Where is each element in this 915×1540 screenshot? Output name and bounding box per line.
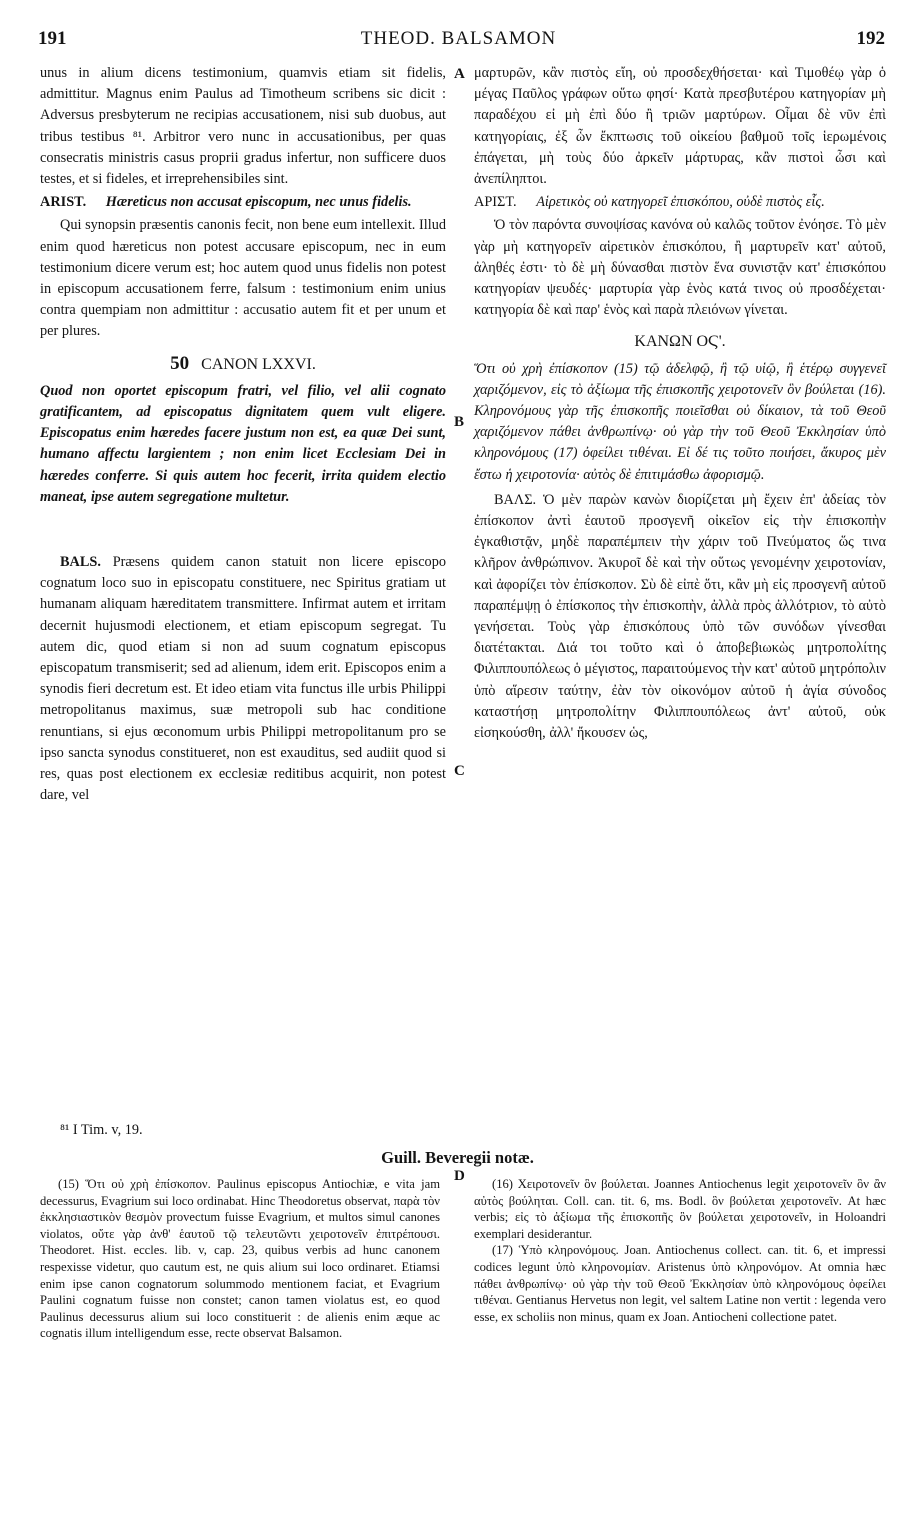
footnote: ⁸¹ I Tim. v, 19. (60, 1122, 143, 1138)
margin-marker-d: D (454, 1168, 465, 1184)
bals-label: BALS. (60, 554, 101, 571)
latin-bals-paragraph (40, 552, 446, 806)
latin-paragraph-2: Qui synopsin præsentis canonis fecit, non bene eum intellexit. Illud enim quod hæreticus non potest accusare episcopum, nec in eum testimonium dicere verum est; hoc autem quod unus fidelis non potest in episcopum accusationem ferre, falsum : testimonium enim unius contra quempiam non admittitur : accusatio autem fit et per unum et per plures. (40, 217, 446, 340)
margin-marker-a: A (454, 66, 465, 82)
greek-bals-label: ΒΑΛΣ. (494, 491, 537, 508)
greek-arist-label: ΑΡΙΣΤ. (474, 194, 517, 211)
latin-column (40, 63, 446, 807)
note-17: (17) Ὑπὸ κληρονόμους. Joan. Antiochenus collect. can. tit. 6, et impressi codices legunt ὑπὸ κληρονομίαν. Aristenus ὑπὸ κληρονόμον. At omnia hæc πάθει ἀνθρωπίνῳ· οὐ γὰρ τὴν τοῦ Θεοῦ Ἐκκλησίαν ὑπὸ κληρονόμους ὀφείλει τιθέναι. Gentianus Hervetus non legit, vel saltem Latine non vertit : legenda vero esse, ex scholiis non minus, quam ex Joan. Antiocheni collectione patet. (474, 1243, 886, 1324)
right-page-number: 192 (856, 28, 885, 49)
note-16: (16) Χειροτονεῖν ὃν βούλεται. Joannes Antiochenus legit χειροτονεῖν ὃν ἂν αὐτὸς βούληται. Coll. can. tit. 6, ms. Bodl. ὃν βούλεται χειροτονεῖν. At hæc verbis; εἰς τὸ ἀξίωμα τῆς ἐπισκοπῆς ὃν βούλεται χειροτονεῖν, in Holoandri exemplari desiderantur. (474, 1177, 886, 1241)
greek-arist-title: Αἱρετικὸς οὐ κατηγορεῖ ἐπισκόπου, οὐδὲ πιστὸς εἷς. (536, 194, 825, 211)
margin-marker-b: B (454, 414, 465, 430)
note-15: (15) Ὅτι οὐ χρὴ ἐπίσκοπον. Paulinus episcopus Antiochiæ, e vita jam decessurus, Evagrium sui loco ordinabat. Hinc Theodoretus observat, παρὰ τὸν ἐκκλησιαστικὸν θεσμὸν provectum fuisse Evagrium, et multos simul canones violatos, οὔτε γὰρ ἀνθ' ἑαυτοῦ τῷ τελευτῶντι χειροτονεῖν ἐπιτρέπουσι. Theodoret. Hist. eccles. lib. v, cap. 23, quibus verbis ad hunc canonem respexisse videtur, quo cautum est, ne quis alium sui loco ordinaret. Etiamsi enim ipse canon cognatorum solummodo mentionem faciat, et Evagrium Paulini cognatum fuisse non constet; canon tamen violatus est, eo quod Paulinus decessurus alium sui loco constituerit : de alienis enim æque ac cognatis illum intelligendum esse, recte observat Balsamon. (40, 1177, 440, 1341)
arist-title: Hæreticus non accusat episcopum, nec unus fidelis. (105, 194, 412, 211)
greek-paragraph-1: μαρτυρῶν, κἂν πιστὸς εἴη, οὐ προσδεχθήσεται· καὶ Τιμοθέῳ γὰρ ὁ μέγας Παῦλος γράφων οὕτω φησί· Κατὰ πρεσβυτέρου κατηγορίαν μὴ παραδέχου εἰ μὴ ἐπὶ δύο ἢ τριῶν μαρτύρων. Οἶμαι δὲ νῦν ἐπὶ κατηγορίαις, ἐξ ὧν ἔκπτωσις τοῦ οἰκείου βαθμοῦ τοῖς ἱερωμένοις ἐπάγεται, μὴ τοὺς δύο ἀρκεῖν μάρτυρας, κἂν πιστοὶ ὦσι καὶ ἀνεπίληπτοι. (474, 65, 886, 188)
latin-canon-heading (40, 353, 446, 375)
notes-left-column (40, 1176, 440, 1342)
running-header (30, 28, 887, 56)
latin-paragraph-1: unus in alium dicens testimonium, quamvis etiam sit fidelis, admittitur. Magnus enim Paulus ad Timotheum scribens sic dicit : Adversus presbyterum ne recipias accusationem, nisi sub duobus, aut tribus testibus ⁸¹. Arbitror vero nunc in accusationibus, per quas consecratis ministris casus proprii gradus infertur, non sufficere duos testes, et si fideles, et irreprehensibiles sint. (40, 65, 446, 188)
latin-canon-text: Quod non oportet episcopum fratri, vel filio, vel alii cognato gratificantem, ad episcopatus dignitatem quem vult eligere. Episcopatus enim hæredes facere justum non est, ea quæ Dei sunt, humano affectu largientem ; non enim licet Ecclesiam Dei in hæredes conferre. Si quis autem hoc fecerit, irrita quidem electio maneat, ipse autem segregatione multetur. (40, 382, 446, 505)
greek-paragraph-2: Ὁ τὸν παρόντα συνοψίσας κανόνα οὐ καλῶς τοῦτον ἐνόησε. Τὸ μὲν γὰρ μὴ κατηγορεῖν αἱρετικὸν ἐπισκόπου, ἢ μαρτυρεῖν κατ' αὐτοῦ, ἀληθές ἐστι· τὸ δὲ μὴ δύνασθαι πιστὸν ἕνα συνιστᾷν κατ' ἐπισκόπου κατηγορίαν ψευδές· μαρτυρία γὰρ ἑνὸς κατά τινος οὐ προσδέχεται· κατηγορία δὲ καὶ παρ' ἑνὸς καὶ παρὰ πλειόνων γίνεται. (474, 217, 886, 319)
greek-bals-paragraph (474, 490, 886, 744)
greek-canon-title: ΚΑΝΩΝ ΟϚ'. (634, 333, 726, 351)
latin-arist-heading (40, 192, 446, 213)
notes-title: Guill. Beveregii notæ. (381, 1148, 534, 1167)
left-page-number: 191 (38, 28, 67, 49)
running-title: THEOD. BALSAMON (360, 28, 557, 49)
margin-marker-c: C (454, 763, 465, 779)
notes-right-column (474, 1176, 886, 1325)
greek-arist-heading (474, 192, 886, 213)
arist-label: ARIST. (40, 194, 87, 211)
greek-bals-text: Ὁ μὲν παρὼν κανὼν διορίζεται μὴ ἔχειν ἐπ' ἀδείας τὸν ἐπίσκοπον ἀντὶ ἑαυτοῦ προσγενῆ οἰκεῖον εἰς τὴν ἐπισκοπὴν ἐγκαθιστᾷν, μηδὲ παραπέμπειν τὴν χάριν τοῦ Πνεύματος ὥς τινα κλῆρον ἀνθρώπινον. Ἀκυροῖ δὲ καὶ τὴν οὕτως γενομένην χειροτονίαν, καὶ ἀφορίζει τὸν ἐπίσκοπον. Σὺ δὲ εἰπὲ ὅτι, κἂν μὴ εἰς προσγενῆ αὐτοῦ παραπέμψῃ ὁ ἐπίσκοπος τὴν ἐπισκοπὴν, ἀλλὰ πρὸς ἀλλότριον, τὸ αὐτὸ γενήσεται. Τοὺς γὰρ ἐπισκόπους ὑπὸ τῶν συνόδων γίνεσθαι διατέτακται. Διά τοι τοῦτο καὶ ὁ ἀποβεβιωκὼς μητροπολίτης Φιλιππουπόλεως ὁ μέγιστος, παραιτούμενος τὴν κατ' αὐτοῦ μητρόπολιν ὑπὸ αἵρεσιν ταύτην, ἐὰν τὸν οἰκονόμον αὐτοῦ ἡ ἁγία σύνοδος καταστήσῃ μητροπολίτην Φιλιππουπόλεως ἀντ' αὐτοῦ, οὐκ εἰσηκούσθη, ἀλλ' ἤκουσεν ὡς, (474, 491, 886, 742)
canon-margin-number: 50 (170, 352, 190, 374)
greek-canon-text: Ὅτι οὐ χρὴ ἐπίσκοπον (15) τῷ ἀδελφῷ, ἢ τῷ υἱῷ, ἢ ἑτέρῳ συγγενεῖ χαριζόμενον, εἰς τὸ ἀξίωμα τῆς ἐπισκοπῆς χειροτονεῖν ὃν βούλεται (16). Κληρονόμους γὰρ τῆς ἐπισκοπῆς ποιεῖσθαι οὐ δίκαιον, τὰ τοῦ Θεοῦ χαριζόμενον πάθει ἀνθρωπίνῳ· οὐ γὰρ τὴν τοῦ Θεοῦ Ἐκκλησίαν ὑπὸ κληρονόμους (17) ὀφείλει τιθέναι. Εἰ δέ τις τοῦτο ποιήσει, ἄκυρος μὲν ἔστω ἡ χειροτονία· αὐτὸς δὲ ἐπιτιμάσθω ἀφορισμῷ. (474, 360, 886, 483)
greek-column (474, 63, 886, 744)
latin-canon-title: CANON LXXVI. (201, 355, 316, 373)
latin-bals-text: Præsens quidem canon statuit non licere episcopo cognatum loco suo in episcopatu constituere, nec Spiritus gratiam ut humanam aliquam hæreditatem transmittere. Infirmat autem et irritam decernit hujusmodi electionem, et etiam episcopum segregat. Tu autem dic, quod etiam si non ad suum cognatum episcopus episcopatum transmiserit; sed ad alienum, idem erit. Episcopos enim a synodis fieri decretum est. Et ideo etiam vita functus ille urbis Philippi metropolitanus maximus, suæ metropoli sub hac conditione renuntians, si ejus œconomum urbis Philippi metropolitanum pro se ipso sancta synodus constitueret, non est exauditus, sed audiit quod si res, quas post electionem ex ecclesiæ reditibus acquirit, non potest dare, vel (40, 554, 446, 804)
